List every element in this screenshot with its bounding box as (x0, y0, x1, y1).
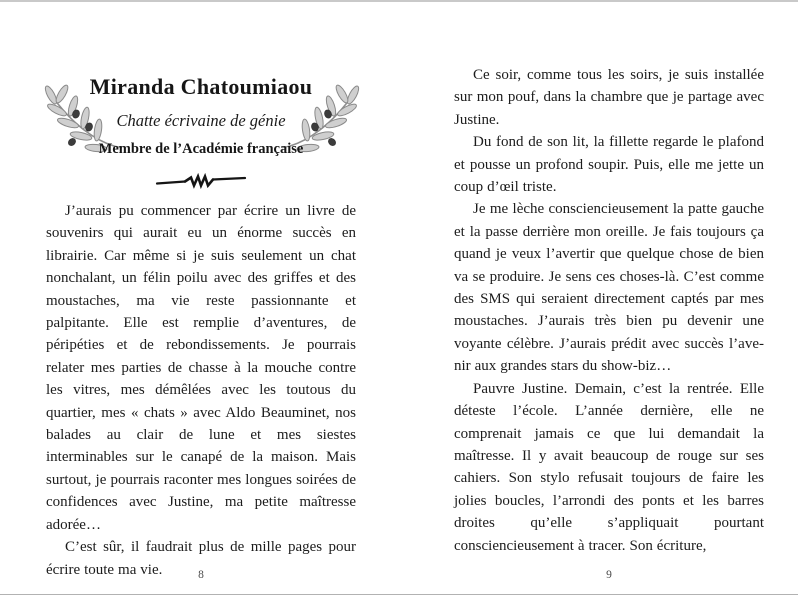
left-page-number: 8 (198, 569, 204, 581)
paragraph: Ce soir, comme tous les soirs, je suis installée sur mon pouf, dans la chambre que je partage avec Justine. (454, 67, 764, 128)
paragraph: J’aurais pu commencer par écrire un livre de souvenirs qui aurait eu un énorme succès en librairie. Car même si je suis seulement un chat nonchalant, un félin poilu avec des griffes et des moustaches, ma vie reste passionnante et palpitante. Elle est remplie d’aventures, de péripéties et de rebondissements. Je pourrais relater mes parties de chasse à la mouche contre les vitres, mes démêlées avec les toutous du quartier, mes « chats » avec Aldo Beauminet, nos balades au clair de lune et mes siestes interminables sur le canapé de la maison. Mais surtout, je pourrais raconter mes longues soirées de confidences avec Justine, ma petite maîtresse adorée… (46, 203, 356, 533)
author-subtitle: Chatte écrivaine de génie (116, 111, 286, 130)
left-page-text (46, 200, 356, 581)
paragraph: Pauvre Justine. Demain, c’est la rentrée. Elle déteste l’école. L’année dernière, elle ne comprenait jamais ce que lui demandait la maîtresse. Il y avait beaucoup de rouge sur ses cahiers. Son stylo refusait toujours de faire les jolies boucles, l’arrondi des ponts et les barres droites qu’elle s’appliquait pourtant consciencieusement à tracer. Son écriture, (454, 380, 764, 554)
squiggle-divider-icon (46, 171, 356, 196)
paragraph: Je me lèche consciencieusement la patte gauche et la passe derrière mon oreille. Je fais toujours ça quand je veux l’avertir que quelque chose de bien va se produire. Je sens ces choses-là. C’est comme des SMS qui seraient directement captés par mes moustaches. J’aurais très bien pu devenir une voyante célèbre. J’aurais prédit avec succès l’avenir aux grandes stars du show-biz… (454, 201, 764, 375)
author-name: Miranda Chatoumiaou (89, 74, 313, 99)
right-page-number: 9 (606, 569, 612, 581)
page-bottom-edge (0, 594, 798, 595)
paragraph: Du fond de son lit, la fillette regarde le plafond et pousse un profond soupir. Puis, elle me jette un coup d’œil triste. (454, 134, 764, 196)
right-page (454, 0, 764, 601)
right-page-text (454, 64, 764, 557)
left-page (46, 0, 356, 601)
chapter-header (46, 74, 356, 196)
author-affiliation: Membre de l’Académie française (98, 141, 304, 157)
paragraph: C’est sûr, il faudrait plus de mille pages pour écrire toute ma vie. (46, 539, 356, 578)
